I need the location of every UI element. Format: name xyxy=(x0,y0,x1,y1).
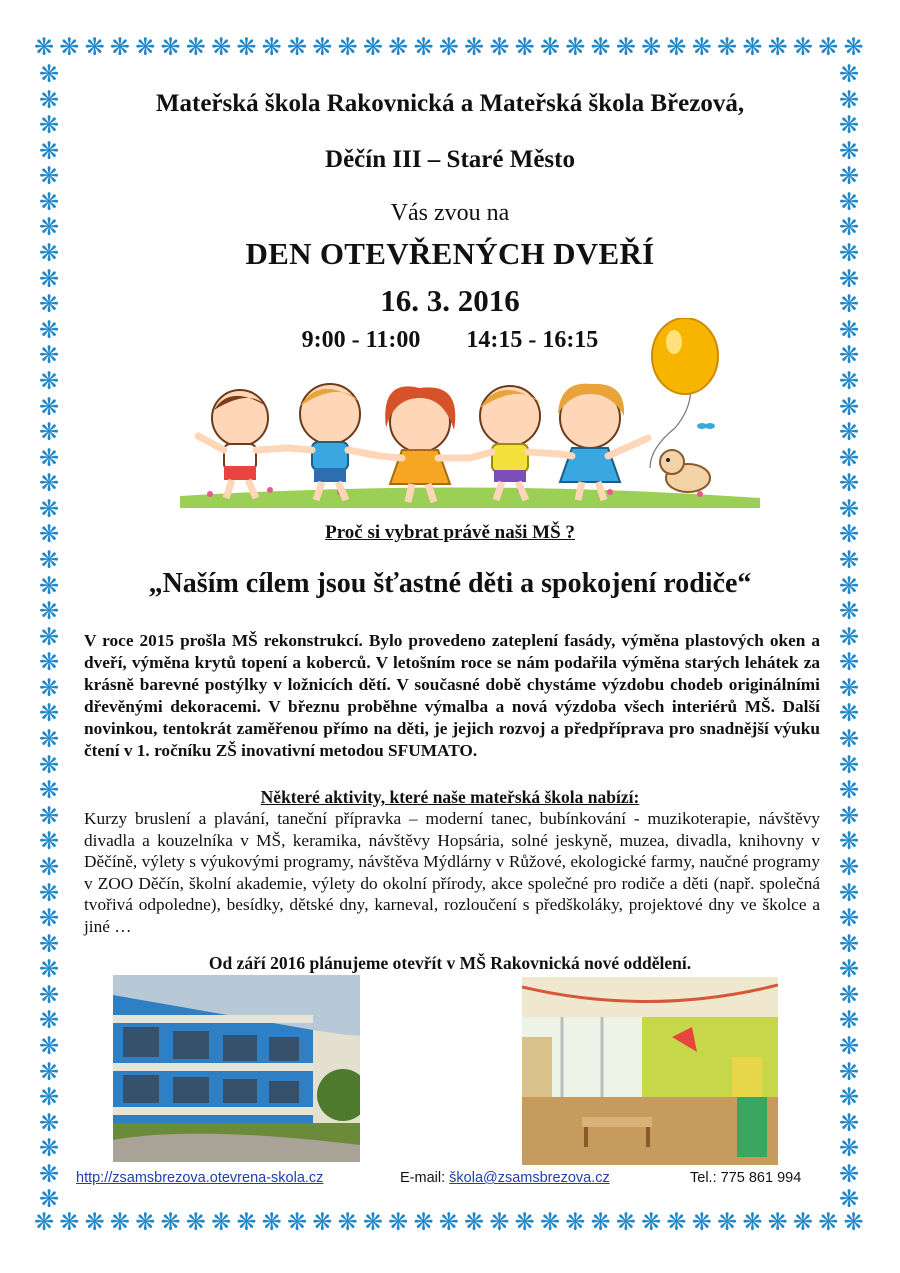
snowflake-icon: ❋ xyxy=(838,904,860,933)
snowflake-icon: ❋ xyxy=(666,1208,687,1236)
snowflake-icon: ❋ xyxy=(838,1057,860,1086)
classroom-photo xyxy=(522,977,778,1165)
snowflake-icon: ❋ xyxy=(38,290,60,319)
snowflake-icon: ❋ xyxy=(38,1083,60,1112)
snowflake-icon: ❋ xyxy=(38,750,60,779)
snowflake-icon: ❋ xyxy=(489,1208,510,1236)
snowflake-icon: ❋ xyxy=(38,443,60,472)
snowflake-icon: ❋ xyxy=(838,929,860,958)
school-name-line2: Děčín III – Staré Město xyxy=(325,146,575,173)
children-illustration xyxy=(180,318,760,508)
snowflake-icon: ❋ xyxy=(838,1134,860,1163)
snowflake-icon: ❋ xyxy=(38,827,60,856)
time-morning: 9:00 - 11:00 xyxy=(301,327,421,353)
snowflake-icon: ❋ xyxy=(34,1208,55,1236)
snowflake-icon: ❋ xyxy=(160,33,181,61)
snowflake-icon: ❋ xyxy=(135,33,156,61)
snowflake-icon: ❋ xyxy=(362,1208,383,1236)
snowflake-icon: ❋ xyxy=(838,1083,860,1112)
snowflake-icon: ❋ xyxy=(838,443,860,472)
snowflake-icon: ❋ xyxy=(38,955,60,984)
dog-icon xyxy=(660,450,710,492)
snowflake-icon: ❋ xyxy=(838,622,860,651)
invite-text: Vás zvou na xyxy=(390,200,510,226)
snowflake-icon: ❋ xyxy=(838,699,860,728)
snowflake-icon: ❋ xyxy=(565,33,586,61)
snowflake-icon: ❋ xyxy=(59,1208,80,1236)
snowflake-icon: ❋ xyxy=(742,1208,763,1236)
school-building-photo xyxy=(113,975,360,1162)
snowflake-icon: ❋ xyxy=(792,1208,814,1236)
snowflake-icon: ❋ xyxy=(38,162,60,191)
event-title: DEN OTEVŘENÝCH DVEŘÍ xyxy=(245,236,655,271)
snowflake-icon: ❋ xyxy=(38,852,60,881)
snowflake-icon: ❋ xyxy=(838,673,860,702)
snowflake-icon: ❋ xyxy=(838,827,860,856)
snowflake-icon: ❋ xyxy=(818,1208,839,1236)
snowflake-icon: ❋ xyxy=(838,750,860,779)
activities-text: Kurzy bruslení a plavání, taneční přípravka – moderní tanec, bubínkování - muzikoterapie, návštěvy divadla a kouzelníka v MŠ, keramika, návštěvy Hopsária, solné jeskyně, muzea, divadla, knihovny v Děčíně, výlety s výukovými programy, návštěva Mýdlárny v Růžové, ekologické farmy, naučné programy v ZOO Děčín, školní akademie, výlety do okolní přírody, akce společné pro rodiče a děti (např. společná tvořivá odpoledne), besídky, dětské dny, karneval, rozloučení s předškoláky, projektové dny ve školce a jiné … xyxy=(84,809,820,936)
snowflake-icon: ❋ xyxy=(38,1185,60,1212)
snowflake-icon: ❋ xyxy=(691,1208,712,1236)
snowflake-icon: ❋ xyxy=(838,366,860,395)
snowflake-icon: ❋ xyxy=(135,1208,156,1236)
snowflake-icon: ❋ xyxy=(337,33,358,61)
snowflake-icon: ❋ xyxy=(236,1208,257,1236)
snowflake-icon: ❋ xyxy=(838,725,860,754)
snowflake-icon: ❋ xyxy=(615,1208,636,1236)
snowflake-icon: ❋ xyxy=(38,776,60,805)
snowflake-icon: ❋ xyxy=(38,136,60,165)
snowflake-icon: ❋ xyxy=(38,1159,60,1188)
child-figure xyxy=(380,386,470,502)
child-figure xyxy=(470,386,560,500)
snowflake-icon: ❋ xyxy=(236,33,257,61)
snowflake-icon: ❋ xyxy=(38,725,60,754)
snowflake-icon: ❋ xyxy=(539,33,561,61)
snowflake-icon: ❋ xyxy=(838,852,860,881)
snowflake-icon: ❋ xyxy=(767,33,788,61)
intro-paragraph: V roce 2015 prošla MŠ rekonstrukcí. Bylo provedeno zateplení fasády, výměna plastových oken a dveří, výměna krytů topení a koberců. V letošním roce se nám podařila výměna starých lehátek za krásně barevné postýlky v ložnicích dětí. V současné době chystáme výzdobu chodeb originálními dřevěnými dekoracemi. V březnu proběhne výmalba a nová výzdoba všech interiérů MŠ. Další novinkou, tentokrát zaměřenou přímo na děti, je jejich rozvoj a předpříprava pro snadnější výuku čtení v 1. ročníku ZŠ inovativní metodou SFUMATO. xyxy=(84,631,820,760)
snowflake-icon: ❋ xyxy=(38,878,60,907)
snowflake-icon: ❋ xyxy=(38,392,60,421)
snowflake-icon: ❋ xyxy=(838,418,860,447)
snowflake-icon: ❋ xyxy=(362,33,383,61)
plan-text: Od září 2016 plánujeme otevřít v MŠ Rakovnická nové oddělení. xyxy=(208,953,692,973)
snowflake-icon: ❋ xyxy=(838,239,860,268)
snowflake-icon: ❋ xyxy=(38,648,60,677)
snowflake-icon: ❋ xyxy=(838,1185,860,1212)
snowflake-icon: ❋ xyxy=(539,1208,561,1236)
snowflake-icon: ❋ xyxy=(34,33,55,61)
snowflake-icon: ❋ xyxy=(38,469,60,498)
child-figure xyxy=(558,384,648,500)
child-figure xyxy=(198,390,288,498)
snowflake-icon: ❋ xyxy=(838,85,860,114)
snowflake-icon: ❋ xyxy=(261,33,282,61)
snowflake-icon: ❋ xyxy=(792,33,814,61)
snowflake-icon: ❋ xyxy=(38,1108,60,1137)
snowflake-icon: ❋ xyxy=(641,33,662,61)
snowflake-icon: ❋ xyxy=(838,776,860,805)
snowflake-icon: ❋ xyxy=(838,111,860,140)
snowflake-icon: ❋ xyxy=(59,33,80,61)
snowflake-icon: ❋ xyxy=(109,33,130,61)
snowflake-icon: ❋ xyxy=(312,1208,333,1236)
snowflake-icon: ❋ xyxy=(843,33,864,61)
time-afternoon: 14:15 - 16:15 xyxy=(466,327,599,353)
motto: „Naším cílem jsou šťastné děti a spokojení rodiče“ xyxy=(148,568,752,599)
snowflake-icon: ❋ xyxy=(413,33,434,61)
phone-number: Tel.: 775 861 994 xyxy=(690,1170,802,1186)
snowflake-icon: ❋ xyxy=(464,33,485,61)
snowflake-icon: ❋ xyxy=(838,1006,860,1035)
snowflake-icon: ❋ xyxy=(838,1031,860,1060)
snowflake-icon: ❋ xyxy=(838,801,860,830)
snowflake-icon: ❋ xyxy=(388,1208,409,1236)
website-link[interactable]: http://zsamsbrezova.otevrena-skola.cz xyxy=(76,1170,324,1186)
snowflake-icon: ❋ xyxy=(666,33,687,61)
snowflake-icon: ❋ xyxy=(38,520,60,549)
snowflake-icon: ❋ xyxy=(211,1208,232,1236)
snowflake-icon: ❋ xyxy=(838,955,860,984)
snowflake-icon: ❋ xyxy=(742,33,763,61)
border-left xyxy=(34,62,64,1212)
snowflake-icon: ❋ xyxy=(38,929,60,958)
snowflake-icon: ❋ xyxy=(38,366,60,395)
snowflake-icon: ❋ xyxy=(838,571,860,600)
snowflake-icon: ❋ xyxy=(38,1031,60,1060)
snowflake-icon: ❋ xyxy=(838,878,860,907)
snowflake-icon: ❋ xyxy=(38,239,60,268)
email-label: E-mail: xyxy=(400,1170,450,1186)
snowflake-icon: ❋ xyxy=(438,33,459,61)
snowflake-icon: ❋ xyxy=(38,571,60,600)
snowflake-icon: ❋ xyxy=(838,648,860,677)
balloon-icon xyxy=(652,318,718,394)
snowflake-icon: ❋ xyxy=(838,1159,860,1188)
why-heading: Proč si vybrat právě naši MŠ ? xyxy=(325,522,575,543)
snowflake-icon: ❋ xyxy=(38,801,60,830)
snowflake-icon: ❋ xyxy=(843,1208,864,1236)
snowflake-icon: ❋ xyxy=(818,33,839,61)
snowflake-icon: ❋ xyxy=(109,1208,130,1236)
snowflake-icon: ❋ xyxy=(514,1208,535,1236)
snowflake-icon: ❋ xyxy=(838,136,860,165)
snowflake-icon: ❋ xyxy=(565,1208,586,1236)
snowflake-icon: ❋ xyxy=(413,1208,434,1236)
snowflake-icon: ❋ xyxy=(286,33,308,61)
snowflake-icon: ❋ xyxy=(838,980,860,1009)
snowflake-icon: ❋ xyxy=(717,33,738,61)
snowflake-icon: ❋ xyxy=(38,341,60,370)
snowflake-icon: ❋ xyxy=(84,1208,105,1236)
snowflake-icon: ❋ xyxy=(185,1208,206,1236)
snowflake-icon: ❋ xyxy=(590,33,611,61)
snowflake-icon: ❋ xyxy=(838,1108,860,1137)
border-bottom xyxy=(34,1207,864,1237)
snowflake-icon: ❋ xyxy=(38,62,60,88)
event-date: 16. 3. 2016 xyxy=(380,283,520,318)
snowflake-icon: ❋ xyxy=(38,673,60,702)
snowflake-icon: ❋ xyxy=(514,33,535,61)
snowflake-icon: ❋ xyxy=(838,597,860,626)
snowflake-icon: ❋ xyxy=(38,213,60,242)
snowflake-icon: ❋ xyxy=(160,1208,181,1236)
snowflake-icon: ❋ xyxy=(838,494,860,523)
snowflake-icon: ❋ xyxy=(38,1057,60,1086)
snowflake-icon: ❋ xyxy=(38,418,60,447)
email-link[interactable]: škola@zsamsbrezova.cz xyxy=(449,1170,610,1186)
snowflake-icon: ❋ xyxy=(38,1134,60,1163)
snowflake-icon: ❋ xyxy=(38,494,60,523)
snowflake-icon: ❋ xyxy=(38,187,60,216)
snowflake-icon: ❋ xyxy=(838,62,860,88)
snowflake-icon: ❋ xyxy=(838,469,860,498)
snowflake-icon: ❋ xyxy=(838,290,860,319)
snowflake-icon: ❋ xyxy=(38,597,60,626)
snowflake-icon: ❋ xyxy=(615,33,636,61)
snowflake-icon: ❋ xyxy=(489,33,510,61)
snowflake-icon: ❋ xyxy=(38,315,60,344)
snowflake-icon: ❋ xyxy=(438,1208,459,1236)
snowflake-icon: ❋ xyxy=(261,1208,282,1236)
snowflake-icon: ❋ xyxy=(38,111,60,140)
snowflake-icon: ❋ xyxy=(464,1208,485,1236)
snowflake-icon: ❋ xyxy=(286,1208,308,1236)
snowflake-icon: ❋ xyxy=(38,545,60,574)
snowflake-icon: ❋ xyxy=(838,392,860,421)
snowflake-icon: ❋ xyxy=(337,1208,358,1236)
snowflake-icon: ❋ xyxy=(388,33,409,61)
snowflake-icon: ❋ xyxy=(211,33,232,61)
snowflake-icon: ❋ xyxy=(691,33,712,61)
snowflake-icon: ❋ xyxy=(185,33,206,61)
butterfly-icon xyxy=(697,423,715,429)
email-block xyxy=(400,1170,610,1186)
snowflake-icon: ❋ xyxy=(38,264,60,293)
snowflake-icon: ❋ xyxy=(838,162,860,191)
snowflake-icon: ❋ xyxy=(838,341,860,370)
border-top xyxy=(34,32,864,62)
child-figure xyxy=(288,384,380,500)
border-right xyxy=(834,62,864,1212)
snowflake-icon: ❋ xyxy=(838,520,860,549)
snowflake-icon: ❋ xyxy=(838,213,860,242)
snowflake-icon: ❋ xyxy=(38,980,60,1009)
snowflake-icon: ❋ xyxy=(312,33,333,61)
snowflake-icon: ❋ xyxy=(38,85,60,114)
school-name-line1: Mateřská škola Rakovnická a Mateřská škola Březová, xyxy=(155,90,745,117)
snowflake-icon: ❋ xyxy=(717,1208,738,1236)
snowflake-icon: ❋ xyxy=(38,622,60,651)
snowflake-icon: ❋ xyxy=(84,33,105,61)
snowflake-icon: ❋ xyxy=(641,1208,662,1236)
snowflake-icon: ❋ xyxy=(38,1006,60,1035)
snowflake-icon: ❋ xyxy=(767,1208,788,1236)
snowflake-icon: ❋ xyxy=(838,315,860,344)
snowflake-icon: ❋ xyxy=(38,699,60,728)
snowflake-icon: ❋ xyxy=(590,1208,611,1236)
snowflake-icon: ❋ xyxy=(838,545,860,574)
activities-title: Některé aktivity, které naše mateřská škola nabízí: xyxy=(260,787,640,807)
snowflake-icon: ❋ xyxy=(38,904,60,933)
snowflake-icon: ❋ xyxy=(838,187,860,216)
snowflake-icon: ❋ xyxy=(838,264,860,293)
